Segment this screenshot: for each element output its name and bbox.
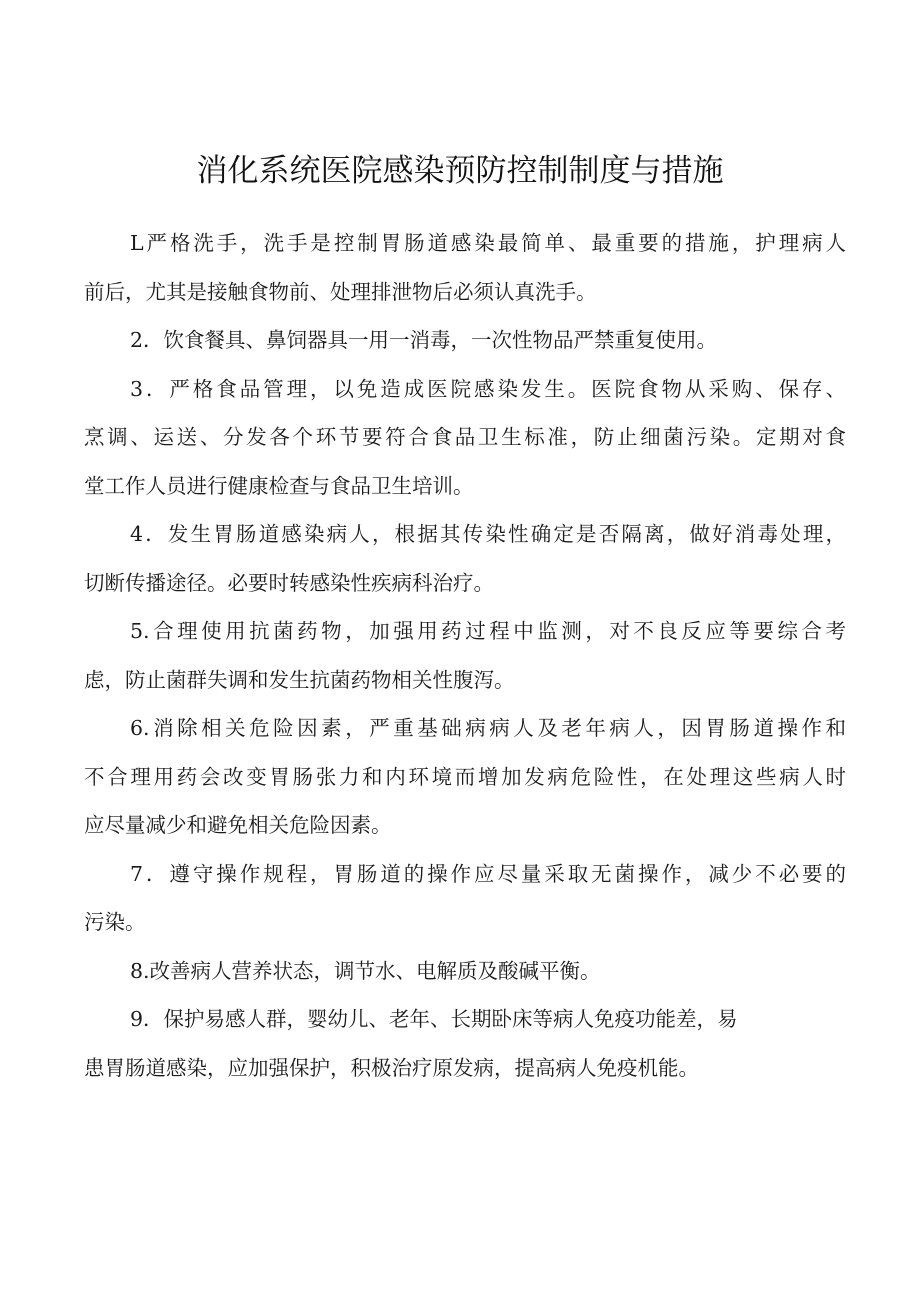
- paragraph-6: [84, 704, 846, 850]
- paragraph-line: 患胃肠道感染，应加强保护，积极治疗原发病，提高病人免疫机能。: [84, 1055, 699, 1080]
- paragraph-line: 7．遵守操作规程，胃肠道的操作应尽量采取无菌操作，减少不必要的: [130, 861, 846, 886]
- paragraph-line: 应尽量减少和避免相关危险因素。: [84, 813, 392, 837]
- paragraph-5: [84, 607, 846, 704]
- paragraph-4: [84, 510, 846, 607]
- paragraph-line: 8.改善病人营养状态，调节水、电解质及酸碱平衡。: [130, 958, 601, 983]
- paragraph-line: L严格洗手，洗手是控制胃肠道感染最简单、最重要的措施，护理病人: [130, 231, 846, 255]
- document-body: [84, 219, 846, 1092]
- paragraph-line: 虑，防止菌群失调和发生抗菌药物相关性腹泻。: [84, 667, 515, 692]
- paragraph-3: [84, 365, 846, 511]
- paragraph-line: 5.合理使用抗菌药物，加强用药过程中监测，对不良反应等要综合考: [130, 619, 846, 643]
- paragraph-line: 3．严格食品管理，以免造成医院感染发生。医院食物从采购、保存、: [130, 376, 846, 401]
- paragraph-line: 9．保护易感人群，婴幼儿、老年、长期卧床等病人免疫功能差，易: [130, 1007, 738, 1031]
- paragraph-line: 4．发生胃肠道感染病人，根据其传染性确定是否隔离，做好消毒处理，: [130, 522, 846, 546]
- paragraph-line: 烹调、运送、分发各个环节要符合食品卫生标准，防止细菌污染。定期对食: [84, 425, 846, 449]
- paragraph-line: 污染。: [84, 910, 146, 934]
- paragraph-line: 2．饮食餐具、鼻饲器具一用一消毒，一次性物品严禁重复使用。: [130, 328, 718, 352]
- paragraph-9: [84, 995, 846, 1092]
- paragraph-line: 6.消除相关危险因素，严重基础病病人及老年病人，因胃肠道操作和: [130, 716, 846, 740]
- paragraph-line: 切断传播途径。必要时转感染性疾病科治疗。: [84, 570, 494, 595]
- paragraph-line: 不合理用药会改变胃肠张力和内环境而增加发病危险性，在处理这些病人时: [84, 764, 846, 789]
- paragraph-2: [84, 316, 846, 365]
- paragraph-8: [84, 947, 846, 996]
- paragraph-1: [84, 219, 846, 316]
- paragraph-line: 堂工作人员进行健康检查与食品卫生培训。: [84, 473, 474, 498]
- paragraph-line: 前后，尤其是接触食物前、处理排泄物后必须认真洗手。: [84, 279, 597, 304]
- paragraph-7: [84, 850, 846, 947]
- document-title: 消化系统医院感染预防控制制度与措施: [196, 153, 724, 189]
